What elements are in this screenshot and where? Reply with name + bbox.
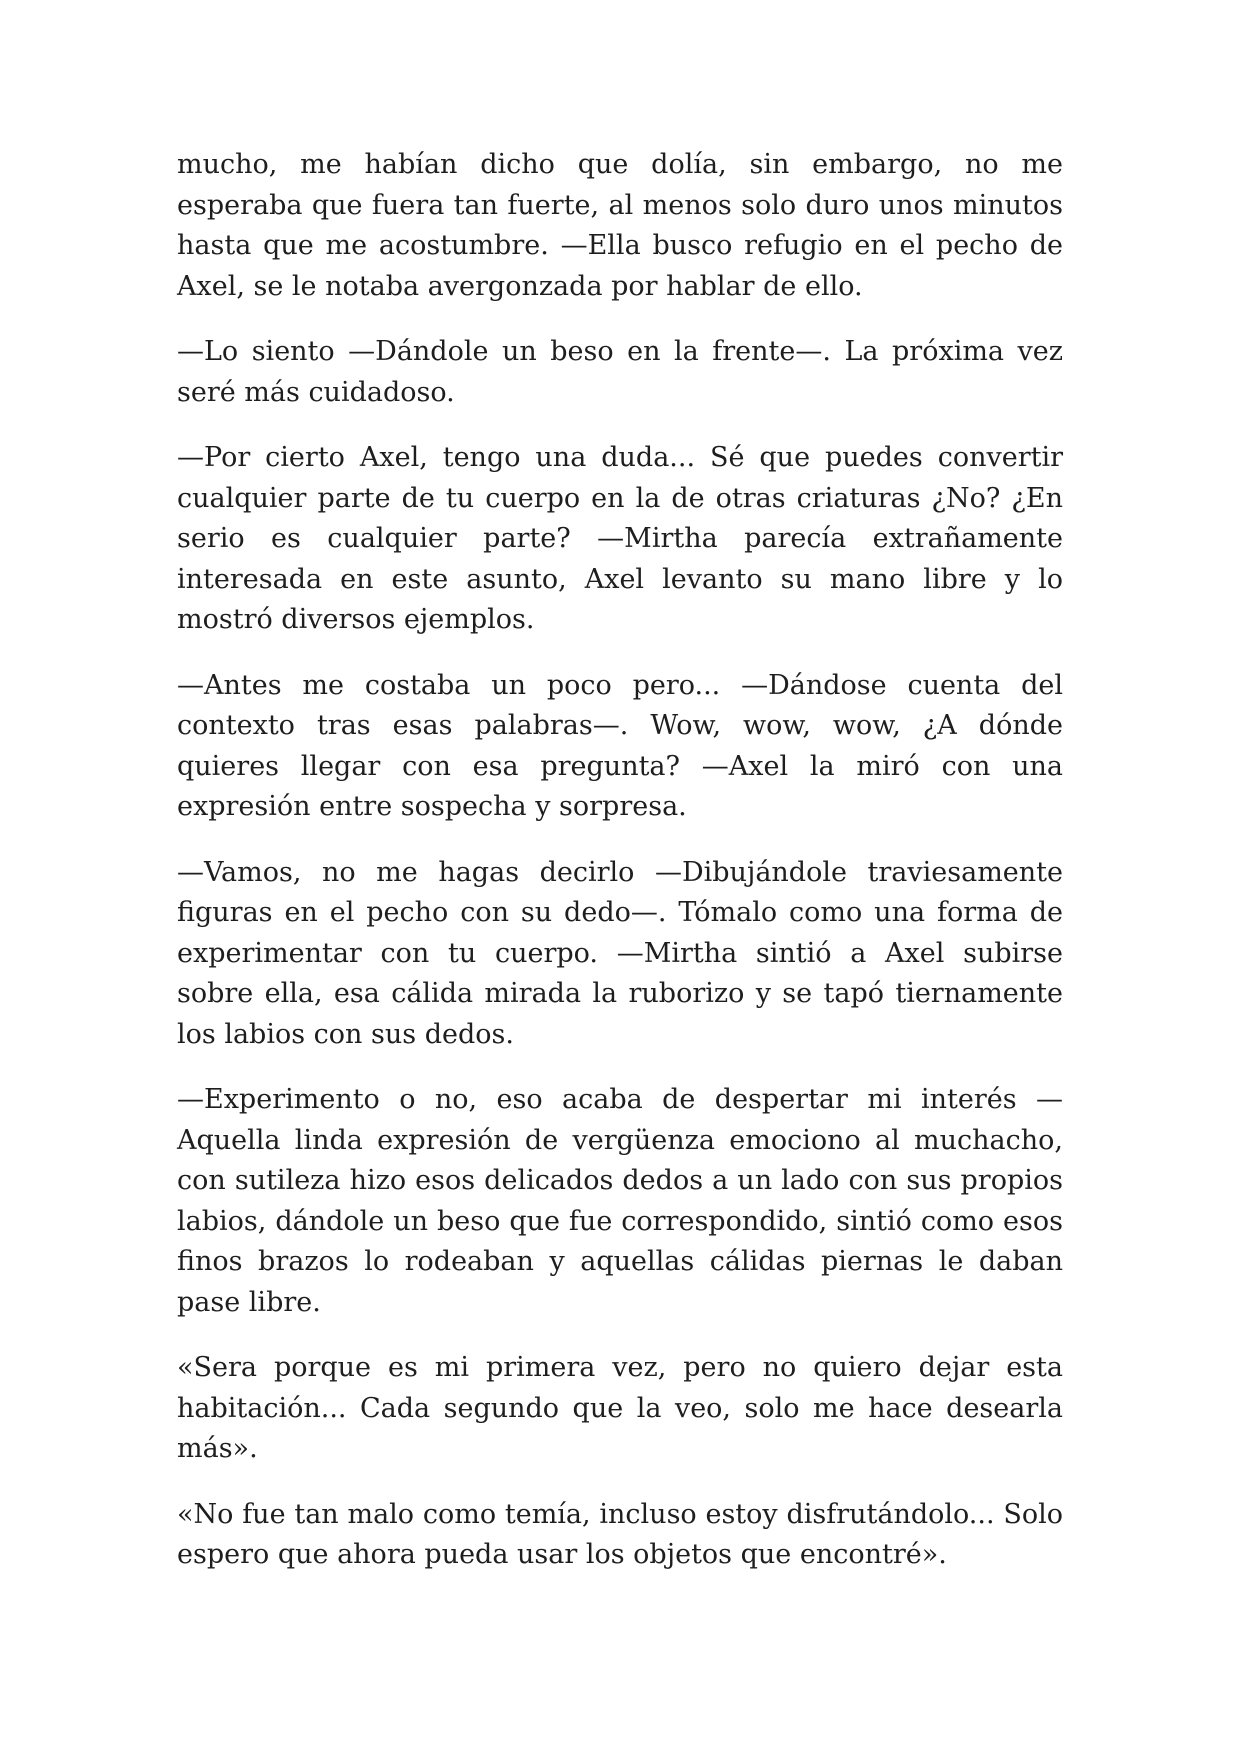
paragraph: «No fue tan malo como temía, incluso estoy disfrutándolo... Solo espero que ahora pueda usar los objetos que encontré».	[177, 1498, 1063, 1570]
paragraph: —Lo siento —Dándole un beso en la frente—. La próxima vez seré más cuidadoso.	[177, 336, 1063, 408]
paragraph: mucho, me habían dicho que dolía, sin embargo, no me esperaba que fuera tan fuerte, al menos solo duro unos minutos hasta que me acostumbre. —Ella busco refugio en el pecho de Axel, se le notaba avergonzada por hablar de ello.	[177, 149, 1063, 302]
paragraph: «Sera porque es mi primera vez, pero no quiero dejar esta habitación... Cada segundo que la veo, solo me hace desearla más».	[177, 1352, 1063, 1464]
paragraph: —Antes me costaba un poco pero... —Dándose cuenta del contexto tras esas palabras—. Wow, wow, wow, ¿A dónde quieres llegar con esa pregunta? —Axel la miró con una expresión entre sospecha y sorpresa.	[177, 669, 1063, 822]
document-page	[177, 145, 1063, 1601]
paragraph: —Vamos, no me hagas decirlo —Dibujándole traviesamente figuras en el pecho con su dedo—. Tómalo como una forma de experimentar con tu cuerpo. —Mirtha sintió a Axel subirse sobre ella, esa cálida mirada la ruborizo y se tapó tiernamente los labios con sus dedos.	[177, 856, 1063, 1050]
paragraph: —Por cierto Axel, tengo una duda... Sé que puedes convertir cualquier parte de tu cuerpo en la de otras criaturas ¿No? ¿En serio es cualquier parte? —Mirtha parecía extrañamente interesada en este asunto, Axel levanto su mano libre y lo mostró diversos ejemplos.	[177, 442, 1063, 635]
paragraph: —Experimento o no, eso acaba de despertar mi interés —Aquella linda expresión de vergüenza emociono al muchacho, con sutileza hizo esos delicados dedos a un lado con sus propios labios, dándole un beso que fue correspondido, sintió como esos finos brazos lo rodeaban y aquellas cálidas piernas le daban pase libre.	[177, 1084, 1063, 1318]
